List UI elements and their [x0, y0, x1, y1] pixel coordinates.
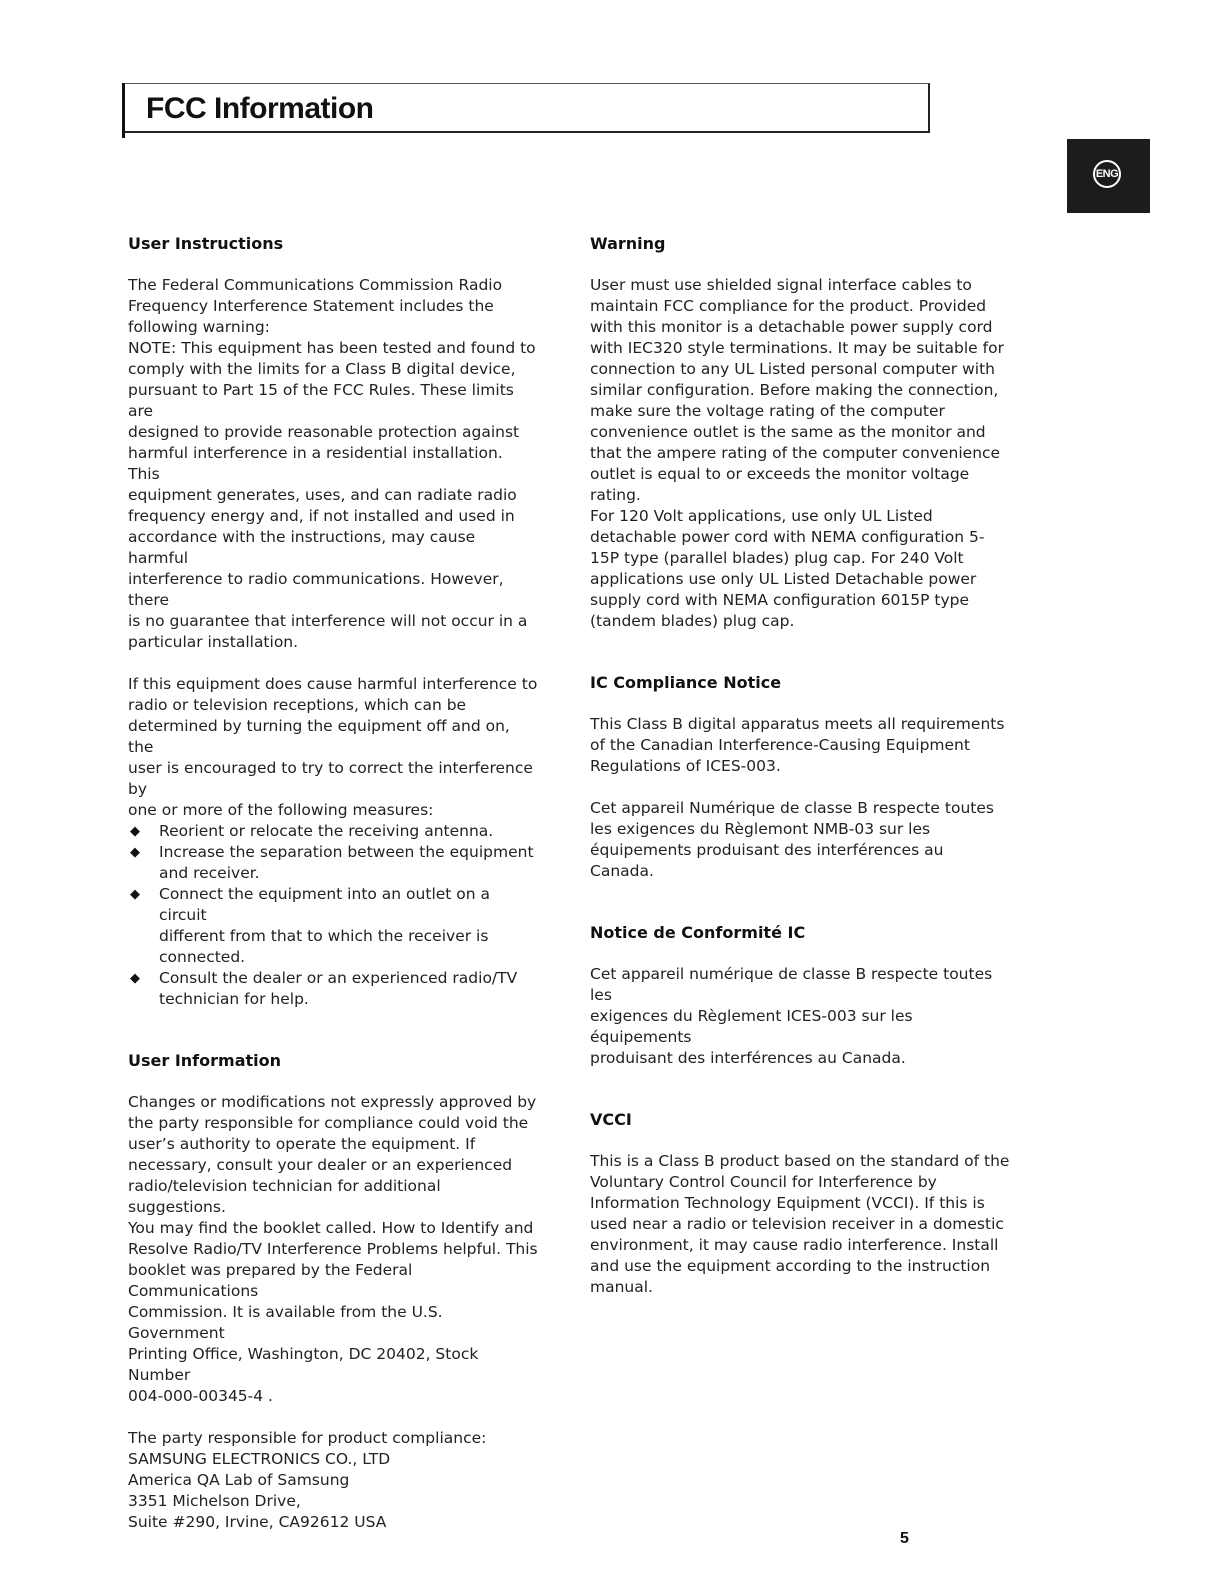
language-tab — [1067, 139, 1150, 213]
diamond-bullet-icon: ◆ — [130, 824, 140, 839]
vcci-heading: VCCI — [590, 1110, 632, 1129]
user-instructions-intro: The Federal Communications Commission Radio Frequency Interference Statement includes the following warning: NOTE: This equipment has been tested and found to comply with the limits for a Class B digital device, pursuant to Part 15 of the FCC Rules. These limits are designed to provide reasonable protection against harmful interference in a residential installation. This equipment generates, uses, and can radiate radio frequency energy and, if not installed and used in accordance with the instructions, may cause harmful interference to radio communications. However, there is no guarantee that interference will not occur in a particular installation. — [128, 276, 536, 651]
vcci-body: This is a Class B product based on the standard of the Voluntary Control Council for Interference by Information Technology Equipment (VCCI). If this is used near a radio or television receiver in a domestic environment, it may cause radio interference. Install and use the equipment according to the instruction manual. — [590, 1152, 1010, 1296]
diamond-bullet-icon: ◆ — [130, 845, 140, 860]
warning-body: User must use shielded signal interface cables to maintain FCC compliance for the product. Provided with this monitor is a detachable power supply cord with IEC320 style terminations. It may be suitable for connection to any UL Listed personal computer with similar configuration. Before making the connection, make sure the voltage rating of the computer convenience outlet is the same as the monitor and that the ampere rating of the computer convenience outlet is equal to or exceeds the monitor voltage rating. For 120 Volt applications, use only UL Listed detachable power cord with NEMA configuration 5- 15P type (parallel blades) plug cap. For 240 Volt applications use only UL Listed Detachable power supply cord with NEMA configuration 6015P type (tandem blades) plug cap. — [590, 276, 1004, 630]
left-column — [128, 233, 538, 1533]
user-information-body: Changes or modifications not expressly approved by the party responsible for compliance could void the user’s authority to operate the equipment. If necessary, consult your dealer or an experienced radio/television technician for additional suggestions. You may find the booklet called. How to Identify and Resolve Radio/TV Interference Problems helpful. This booklet was prepared by the Federal Communications Commission. It is available from the U.S. Government Printing Office, Washington, DC 20402, Stock Number 004-000-00345-4 . — [128, 1093, 538, 1405]
list-item: ◆ Connect the equipment into an outlet on a circuit different from that to which the receiver is connected. — [130, 885, 491, 966]
page-number: 5 — [900, 1530, 909, 1547]
ic-compliance-french: Cet appareil Numérique de classe B respecte toutes les exigences du Règlemont NMB-03 sur les équipements produisant des interférences au Canada. — [590, 799, 994, 880]
diamond-bullet-icon: ◆ — [130, 887, 140, 902]
responsible-party: The party responsible for product compliance: SAMSUNG ELECTRONICS CO., LTD America QA Lab of Samsung 3351 Michelson Drive, Suite #290, Irvine, CA92612 USA — [128, 1429, 487, 1531]
list-item: ◆ Consult the dealer or an experienced radio/TV technician for help. — [130, 969, 518, 1008]
measures-list — [128, 821, 538, 1010]
ic-compliance-english: This Class B digital apparatus meets all requirements of the Canadian Interference-Causing Equipment Regulations of ICES-003. — [590, 715, 1005, 775]
interference-measures-intro: If this equipment does cause harmful interference to radio or television receptions, which can be determined by turning the equipment off and on, the user is encouraged to try to correct the interference by one or more of the following measures: — [128, 675, 538, 819]
page-title: FCC Information — [146, 92, 374, 125]
eng-language-badge: ENG — [1093, 160, 1121, 188]
list-item: ◆ Reorient or relocate the receiving antenna. — [130, 822, 494, 840]
diamond-bullet-icon: ◆ — [130, 971, 140, 986]
list-item: ◆ Increase the separation between the equipment and receiver. — [130, 843, 534, 882]
right-column — [590, 233, 1010, 1298]
notice-conformite-heading: Notice de Conformité IC — [590, 923, 806, 942]
ic-compliance-heading: IC Compliance Notice — [590, 673, 782, 692]
user-instructions-heading: User Instructions — [128, 234, 284, 253]
notice-conformite-body: Cet appareil numérique de classe B respecte toutes les exigences du Règlement ICES-003 sur les équipements produisant des interférences au Canada. — [590, 965, 993, 1067]
user-information-heading: User Information — [128, 1051, 281, 1070]
title-accent-bar — [122, 83, 125, 138]
warning-heading: Warning — [590, 234, 666, 253]
